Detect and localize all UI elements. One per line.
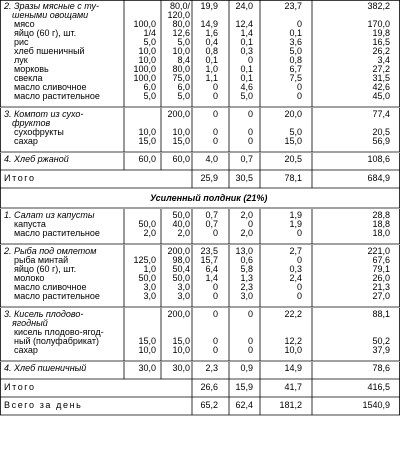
dish-title: 2. Рыба под омлетом bbox=[4, 246, 97, 256]
dish-weight: 30,0 bbox=[172, 363, 190, 373]
kcal-value: 88,1 bbox=[372, 309, 390, 319]
ingredient-carb: 15,0 bbox=[284, 136, 302, 146]
protein-value: 2,3 bbox=[205, 363, 218, 373]
ingredient-protein: 0 bbox=[212, 282, 218, 292]
ingredient-brutto: 3,0 bbox=[143, 291, 156, 301]
ingredient-fat: 4,6 bbox=[240, 82, 253, 92]
ingredient-brutto: 100,0 bbox=[133, 64, 156, 74]
ingredient-netto: 5,0 bbox=[177, 37, 190, 47]
ingredient-kcal: 16,5 bbox=[372, 37, 390, 47]
ingredient-carb: 6,7 bbox=[289, 64, 302, 74]
ingredient-name: морковь bbox=[14, 64, 49, 74]
ingredient-netto: 40,0 bbox=[172, 219, 190, 229]
dish-title: 3. Компот из сухо- bbox=[4, 109, 84, 119]
ingredient-netto: 10,0 bbox=[172, 46, 190, 56]
ingredient-brutto: 10,0 bbox=[138, 55, 156, 65]
total-protein: 65,2 bbox=[200, 400, 218, 410]
fat-value: 0 bbox=[247, 109, 253, 119]
total-label: Всего за день bbox=[4, 400, 83, 410]
ingredient-protein: 0 bbox=[212, 336, 218, 346]
ingredient-protein: 0 bbox=[212, 91, 218, 101]
ingredient-protein: 0,1 bbox=[205, 55, 218, 65]
ingredient-netto: 3,0 bbox=[177, 282, 190, 292]
ingredient-brutto: 15,0 bbox=[138, 336, 156, 346]
ingredient-netto: 15,0 bbox=[172, 336, 190, 346]
ingredient-protein: 0 bbox=[212, 291, 218, 301]
ingredient-netto: 10,0 bbox=[172, 127, 190, 137]
ingredient-fat: 0,1 bbox=[240, 37, 253, 47]
carb-value: 22,2 bbox=[284, 309, 302, 319]
ingredient-protein: 0,7 bbox=[205, 219, 218, 229]
protein-value: 0 bbox=[212, 309, 218, 319]
fat-value: 0,9 bbox=[240, 363, 253, 373]
kcal-value: 382,2 bbox=[367, 1, 390, 11]
total-protein: 25,9 bbox=[200, 173, 218, 183]
ingredient-name: масло растительное bbox=[14, 291, 100, 301]
ingredient-carb: 0,8 bbox=[289, 55, 302, 65]
protein-value: 4,0 bbox=[205, 154, 218, 164]
ingredient-name: молоко bbox=[14, 273, 45, 283]
ingredient-fat: 0 bbox=[247, 127, 253, 137]
meal-header: Усиленный полдник (21%) bbox=[150, 193, 268, 203]
kcal-value: 77,4 bbox=[372, 109, 390, 119]
ingredient-protein: 14,9 bbox=[200, 19, 218, 29]
ingredient-name: свекла bbox=[14, 73, 43, 83]
ingredient-name: мясо bbox=[14, 19, 35, 29]
ingredient-brutto: 2,0 bbox=[143, 228, 156, 238]
ingredient-brutto: 1/4 bbox=[143, 28, 156, 38]
ingredient-fat: 3,0 bbox=[240, 291, 253, 301]
ingredient-netto: 10,0 bbox=[172, 345, 190, 355]
total-carb: 181,2 bbox=[279, 400, 302, 410]
dish-title-cont: фруктов bbox=[12, 118, 51, 128]
ingredient-carb: 0,1 bbox=[289, 28, 302, 38]
ingredient-fat: 0 bbox=[247, 219, 253, 229]
ingredient-carb: 2,4 bbox=[289, 273, 302, 283]
dish-weight: 200,0 bbox=[167, 246, 190, 256]
dish-title: 4. Хлеб ржаной bbox=[4, 154, 69, 164]
dish-title-cont: ягодный bbox=[12, 318, 48, 328]
ingredient-kcal: 18,0 bbox=[372, 228, 390, 238]
ingredient-name: рис bbox=[14, 37, 29, 47]
dish-title-cont: шеными овощами bbox=[12, 10, 89, 20]
ingredient-brutto: 50,0 bbox=[138, 219, 156, 229]
ingredient-brutto: 100,0 bbox=[133, 73, 156, 83]
ingredient-name: масло сливочное bbox=[14, 82, 87, 92]
ingredient-name: масло растительное bbox=[14, 228, 100, 238]
ingredient-netto: 8,4 bbox=[177, 55, 190, 65]
ingredient-kcal: 56,9 bbox=[372, 136, 390, 146]
ingredient-fat: 0 bbox=[247, 55, 253, 65]
kcal-value: 221,0 bbox=[367, 246, 390, 256]
ingredient-carb: 12,2 bbox=[284, 336, 302, 346]
ingredient-fat: 0,3 bbox=[240, 46, 253, 56]
ingredient-kcal: 26,2 bbox=[372, 46, 390, 56]
ingredient-fat: 0,1 bbox=[240, 64, 253, 74]
ingredient-brutto: 5,0 bbox=[143, 91, 156, 101]
total-label: Итого bbox=[4, 382, 36, 392]
ingredient-name: капуста bbox=[14, 219, 46, 229]
ingredient-name: хлеб пшеничный bbox=[14, 46, 85, 56]
brutto-value: 30,0 bbox=[138, 363, 156, 373]
dish-weight: 50,0 bbox=[172, 210, 190, 220]
ingredient-fat: 1,3 bbox=[240, 273, 253, 283]
ingredient-fat: 0 bbox=[247, 336, 253, 346]
ingredient-protein: 0,4 bbox=[205, 37, 218, 47]
ingredient-name: ный (полуфабрикат) bbox=[14, 336, 99, 346]
ingredient-kcal: 27,2 bbox=[372, 64, 390, 74]
ingredient-brutto: 100,0 bbox=[133, 19, 156, 29]
ingredient-kcal: 67,6 bbox=[372, 255, 390, 265]
ingredient-brutto: 6,0 bbox=[143, 82, 156, 92]
ingredient-kcal: 170,0 bbox=[367, 19, 390, 29]
ingredient-carb: 1,9 bbox=[289, 219, 302, 229]
total-kcal: 1540,9 bbox=[362, 400, 390, 410]
ingredient-name: масло сливочное bbox=[14, 282, 87, 292]
ingredient-fat: 0,6 bbox=[240, 255, 253, 265]
ingredient-kcal: 18,8 bbox=[372, 219, 390, 229]
fat-value: 24,0 bbox=[235, 1, 253, 11]
ingredient-carb: 0 bbox=[296, 282, 302, 292]
ingredient-brutto: 10,0 bbox=[138, 345, 156, 355]
ingredient-netto: 6,0 bbox=[177, 82, 190, 92]
ingredient-kcal: 45,0 bbox=[372, 91, 390, 101]
ingredient-netto: 12,6 bbox=[172, 28, 190, 38]
ingredient-carb: 0 bbox=[296, 91, 302, 101]
ingredient-carb: 5,0 bbox=[289, 46, 302, 56]
total-kcal: 684,9 bbox=[367, 173, 390, 183]
kcal-value: 78,6 bbox=[372, 363, 390, 373]
ingredient-brutto: 15,0 bbox=[138, 136, 156, 146]
ingredient-carb: 5,0 bbox=[289, 127, 302, 137]
ingredient-netto: 50,4 bbox=[172, 264, 190, 274]
ingredient-carb: 0 bbox=[296, 255, 302, 265]
carb-value: 1,9 bbox=[289, 210, 302, 220]
ingredient-protein: 0,8 bbox=[205, 46, 218, 56]
dish-weight: 60,0 bbox=[172, 154, 190, 164]
kcal-value: 28,8 bbox=[372, 210, 390, 220]
ingredient-fat: 2,0 bbox=[240, 228, 253, 238]
total-protein: 26,6 bbox=[200, 382, 218, 392]
ingredient-fat: 0,1 bbox=[240, 73, 253, 83]
ingredient-fat: 5,8 bbox=[240, 264, 253, 274]
ingredient-carb: 10,0 bbox=[284, 345, 302, 355]
ingredient-carb: 3,6 bbox=[289, 37, 302, 47]
ingredient-kcal: 20,5 bbox=[372, 127, 390, 137]
ingredient-kcal: 50,2 bbox=[372, 336, 390, 346]
ingredient-netto: 80,0 bbox=[172, 64, 190, 74]
ingredient-protein: 0 bbox=[212, 136, 218, 146]
ingredient-kcal: 27,0 bbox=[372, 291, 390, 301]
ingredient-name: яйцо (60 г), шт. bbox=[14, 264, 77, 274]
ingredient-protein: 6,4 bbox=[205, 264, 218, 274]
ingredient-netto: 75,0 bbox=[172, 73, 190, 83]
ingredient-brutto: 5,0 bbox=[143, 37, 156, 47]
ingredient-protein: 1,6 bbox=[205, 28, 218, 38]
ingredient-fat: 0 bbox=[247, 136, 253, 146]
ingredient-brutto: 1,0 bbox=[143, 264, 156, 274]
fat-value: 0,7 bbox=[240, 154, 253, 164]
ingredient-kcal: 26,0 bbox=[372, 273, 390, 283]
brutto-value: 60,0 bbox=[138, 154, 156, 164]
ingredient-protein: 0 bbox=[212, 82, 218, 92]
ingredient-name: рыба минтай bbox=[14, 255, 69, 265]
ingredient-netto: 15,0 bbox=[172, 136, 190, 146]
ingredient-name: масло растительное bbox=[14, 91, 100, 101]
ingredient-netto: 98,0 bbox=[172, 255, 190, 265]
total-label: Итого bbox=[4, 173, 36, 183]
ingredient-carb: 0 bbox=[296, 291, 302, 301]
ingredient-protein: 0 bbox=[212, 345, 218, 355]
total-carb: 41,7 bbox=[284, 382, 302, 392]
ingredient-kcal: 21,3 bbox=[372, 282, 390, 292]
dish-title: 2. Зразы мясные с ту- bbox=[4, 1, 100, 11]
ingredient-brutto: 3,0 bbox=[143, 282, 156, 292]
ingredient-fat: 5,0 bbox=[240, 91, 253, 101]
dish-weight: 80,0/ bbox=[169, 1, 190, 11]
total-carb: 78,1 bbox=[284, 173, 302, 183]
ingredient-fat: 2,3 bbox=[240, 282, 253, 292]
carb-value: 23,7 bbox=[284, 1, 302, 11]
ingredient-protein: 1,4 bbox=[205, 273, 218, 283]
ingredient-carb: 0 bbox=[296, 82, 302, 92]
dish-title: 4. Хлеб пшеничный bbox=[4, 363, 87, 373]
ingredient-netto: 5,0 bbox=[177, 91, 190, 101]
ingredient-kcal: 31,5 bbox=[372, 73, 390, 83]
ingredient-fat: 1,4 bbox=[240, 28, 253, 38]
carb-value: 20,0 bbox=[284, 109, 302, 119]
dish-weight: 120,0 bbox=[167, 10, 190, 20]
ingredient-protein: 15,7 bbox=[200, 255, 218, 265]
dish-weight: 200,0 bbox=[167, 109, 190, 119]
ingredient-name: сухофрукты bbox=[14, 127, 64, 137]
fat-value: 0 bbox=[247, 309, 253, 319]
protein-value: 19,9 bbox=[200, 1, 218, 11]
ingredient-kcal: 42,6 bbox=[372, 82, 390, 92]
ingredient-name: сахар bbox=[14, 136, 38, 146]
carb-value: 2,7 bbox=[289, 246, 302, 256]
ingredient-name: яйцо (60 г), шт. bbox=[14, 28, 77, 38]
ingredient-fat: 0 bbox=[247, 345, 253, 355]
ingredient-carb: 7,5 bbox=[289, 73, 302, 83]
ingredient-carb: 0,3 bbox=[289, 264, 302, 274]
ingredient-protein: 0 bbox=[212, 228, 218, 238]
total-fat: 62,4 bbox=[235, 400, 253, 410]
total-kcal: 416,5 bbox=[367, 382, 390, 392]
ingredient-kcal: 37,9 bbox=[372, 345, 390, 355]
ingredient-kcal: 79,1 bbox=[372, 264, 390, 274]
dish-title: 3. Кисель плодово- bbox=[4, 309, 84, 319]
ingredient-name: кисель плодово-ягод- bbox=[14, 327, 104, 337]
ingredient-carb: 0 bbox=[296, 19, 302, 29]
total-fat: 30,5 bbox=[235, 173, 253, 183]
carb-value: 20,5 bbox=[284, 154, 302, 164]
fat-value: 2,0 bbox=[240, 210, 253, 220]
dish-weight: 200,0 bbox=[167, 309, 190, 319]
ingredient-netto: 50,0 bbox=[172, 273, 190, 283]
ingredient-carb: 0 bbox=[296, 228, 302, 238]
carb-value: 14,9 bbox=[284, 363, 302, 373]
kcal-value: 108,6 bbox=[367, 154, 390, 164]
total-fat: 15,9 bbox=[235, 382, 253, 392]
ingredient-brutto: 10,0 bbox=[138, 127, 156, 137]
ingredient-protein: 1,1 bbox=[205, 73, 218, 83]
ingredient-kcal: 19,8 bbox=[372, 28, 390, 38]
dish-title: 1. Салат из капусты bbox=[4, 210, 95, 220]
ingredient-netto: 2,0 bbox=[177, 228, 190, 238]
ingredient-name: сахар bbox=[14, 345, 38, 355]
fat-value: 13,0 bbox=[235, 246, 253, 256]
protein-value: 0 bbox=[212, 109, 218, 119]
ingredient-name: лук bbox=[14, 55, 28, 65]
ingredient-netto: 80,0 bbox=[172, 19, 190, 29]
ingredient-fat: 12,4 bbox=[235, 19, 253, 29]
ingredient-protein: 0 bbox=[212, 127, 218, 137]
ingredient-protein: 1,0 bbox=[205, 64, 218, 74]
ingredient-kcal: 3,4 bbox=[377, 55, 390, 65]
protein-value: 0,7 bbox=[205, 210, 218, 220]
ingredient-brutto: 125,0 bbox=[133, 255, 156, 265]
ingredient-brutto: 50,0 bbox=[138, 273, 156, 283]
ingredient-netto: 3,0 bbox=[177, 291, 190, 301]
protein-value: 23,5 bbox=[200, 246, 218, 256]
ingredient-brutto: 10,0 bbox=[138, 46, 156, 56]
